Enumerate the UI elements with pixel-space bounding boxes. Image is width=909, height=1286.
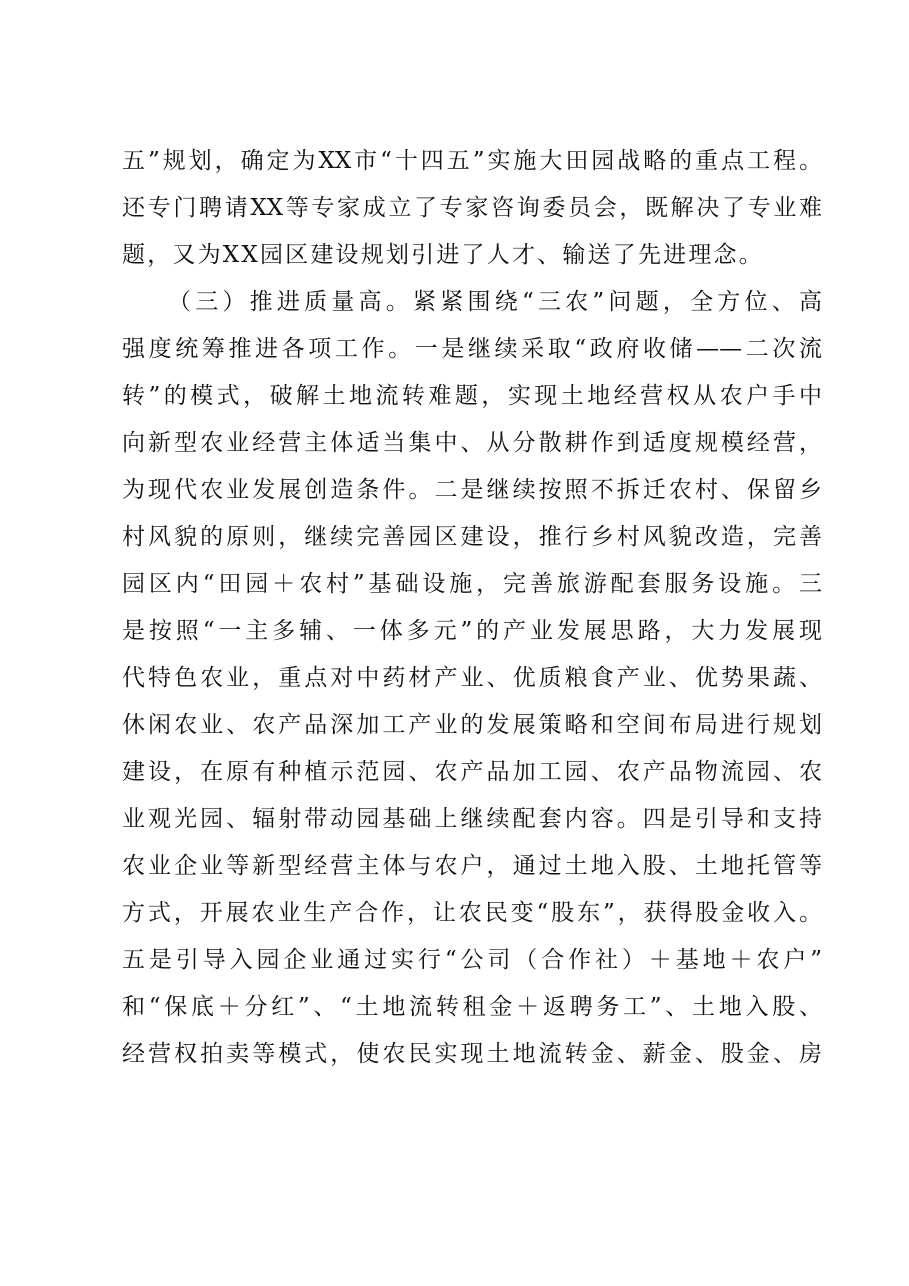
text-line: 业观光园、辐射带动园基础上继续配套内容。四是引导和支持 <box>122 806 822 832</box>
paragraph-heading-line: （三）推进质量高。紧紧围绕“三农”问题，全方位、高 <box>168 289 822 315</box>
text-line: 建设，在原有种植示范园、农产品加工园、农产品物流园、农 <box>122 759 822 785</box>
text-line: 经营权拍卖等模式，使农民实现土地流转金、薪金、股金、房 <box>122 1041 822 1067</box>
text-line: 向新型农业经营主体适当集中、从分散耕作到适度规模经营， <box>122 430 822 456</box>
text-line: 农业企业等新型经营主体与农户，通过土地入股、土地托管等 <box>122 853 822 879</box>
text-line: 园区内“田园＋农村”基础设施，完善旅游配套服务设施。三 <box>122 571 822 597</box>
text-line: 强度统筹推进各项工作。一是继续采取“政府收储——二次流 <box>122 336 822 362</box>
text-line: 还专门聘请XX等专家成立了专家咨询委员会，既解决了专业难 <box>122 195 822 221</box>
text-line: 五是引导入园企业通过实行“公司（合作社）＋基地＋农户” <box>122 947 822 973</box>
text-line: 代特色农业，重点对中药材产业、优质粮食产业、优势果蔬、 <box>122 665 822 691</box>
text-line: 方式，开展农业生产合作，让农民变“股东”，获得股金收入。 <box>122 900 822 926</box>
body-text <box>122 138 822 1078</box>
text-line: 题，又为XX园区建设规划引进了人才、输送了先进理念。 <box>122 242 764 268</box>
text-line: 村风貌的原则，继续完善园区建设，推行乡村风貌改造，完善 <box>122 524 822 550</box>
text-line: 五”规划，确定为XX市“十四五”实施大田园战略的重点工程。 <box>122 148 822 174</box>
text-line: 转”的模式，破解土地流转难题，实现土地经营权从农户手中 <box>122 383 822 409</box>
text-line: 和“保底＋分红”、“土地流转租金＋返聘务工”、土地入股、 <box>122 994 822 1020</box>
text-line: 休闲农业、农产品深加工产业的发展策略和空间布局进行规划 <box>122 712 822 738</box>
text-line: 为现代农业发展创造条件。二是继续按照不拆迁农村、保留乡 <box>122 477 822 503</box>
text-line: 是按照“一主多辅、一体多元”的产业发展思路，大力发展现 <box>122 618 822 644</box>
